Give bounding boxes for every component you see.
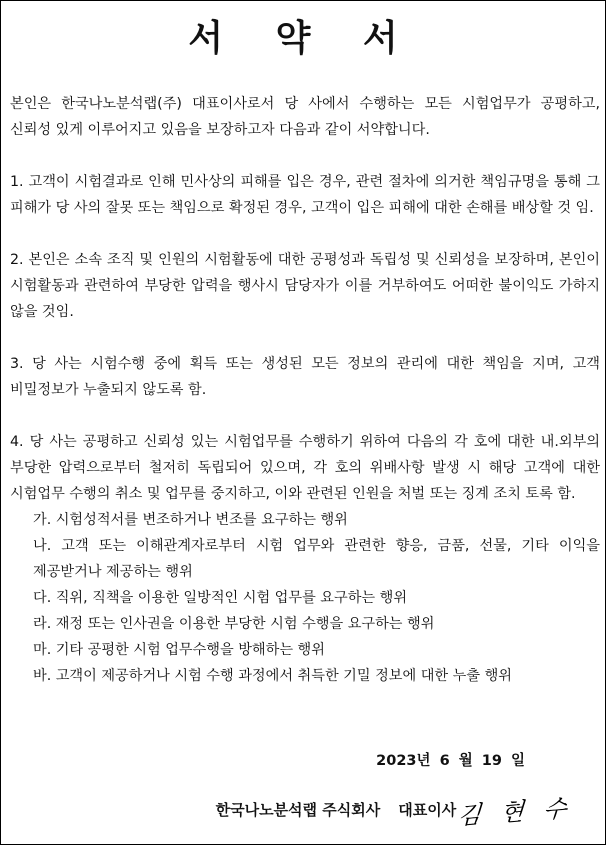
signer-role: 대표이사 — [398, 800, 457, 819]
clause-4: 4. 당 사는 공평하고 신뢰성 있는 시험업무를 수행하기 위하여 다음의 각 호에 대한 내.외부의 부당한 압력으로부터 철저히 독립되어 있으며, 각 호의 위배사항 발생 시 해당 고객에 대한 시험업무 수행의 취소 및 업무를 중지하고, 이와 관련된 인원을 처벌 또는 징계 조치 토록 함. — [10, 434, 600, 502]
clause-3: 3. 당 사는 시험수행 중에 획득 또는 생성된 모든 정보의 관리에 대한 책임을 지며, 고객 비밀정보가 누출되지 않도록 함. — [10, 356, 600, 398]
pledge-date: 2023년 6 월 19 일 — [376, 753, 525, 769]
document-body — [10, 91, 600, 689]
intro-paragraph: 본인은 한국나노분석랩(주) 대표이사로서 당 사에서 수행하는 모든 시험업무가 공평하고, 신뢰성 있게 이루어지고 있음을 보장하고자 다음과 같이 서약합니다. — [10, 96, 600, 138]
subitem-ga: 가. 시험성적서를 변조하거나 변조를 요구하는 행위 — [33, 512, 348, 528]
clause-1: 1. 고객이 시험결과로 인해 민사상의 피해를 입은 경우, 관련 절차에 의거한 책임규명을 통해 그 피해가 당 사의 잘못 또는 책임으로 확정된 경우, 고객이 입은 피해에 대한 손해를 배상할 것 임. — [10, 174, 600, 216]
company-name: 한국나노분석랩 주식회사 — [215, 800, 381, 819]
handwritten-signature: 김 현 수 — [457, 793, 574, 830]
subitem-ba: 바. 고객이 제공하거나 시험 수행 과정에서 취득한 기밀 정보에 대한 누출 행위 — [33, 668, 512, 684]
subitem-ra: 라. 재정 또는 인사권을 이용한 부당한 시험 수행을 요구하는 행위 — [33, 616, 435, 632]
document-title: 서 약 서 — [188, 18, 418, 59]
clause-2: 2. 본인은 소속 조직 및 인원의 시험활동에 대한 공평성과 독립성 및 신뢰성을 보장하며, 본인이 시험활동과 관련하여 부당한 압력을 행사시 담당자가 이를 거부하여도 어떠한 불이익도 가하지 않을 것임. — [10, 252, 600, 320]
subitem-ma: 마. 기타 공평한 시험 업무수행을 방해하는 행위 — [33, 642, 325, 658]
subitem-da: 다. 직위, 직책을 이용한 일방적인 시험 업무를 요구하는 행위 — [33, 590, 408, 606]
subitem-na: 나. 고객 또는 이해관계자로부터 시험 업무와 관련한 향응, 금품, 선물, 기타 이익을 제공받거나 제공하는 행위 — [33, 538, 600, 580]
clause-4-subitems — [10, 507, 600, 689]
signature-line — [1, 789, 573, 829]
